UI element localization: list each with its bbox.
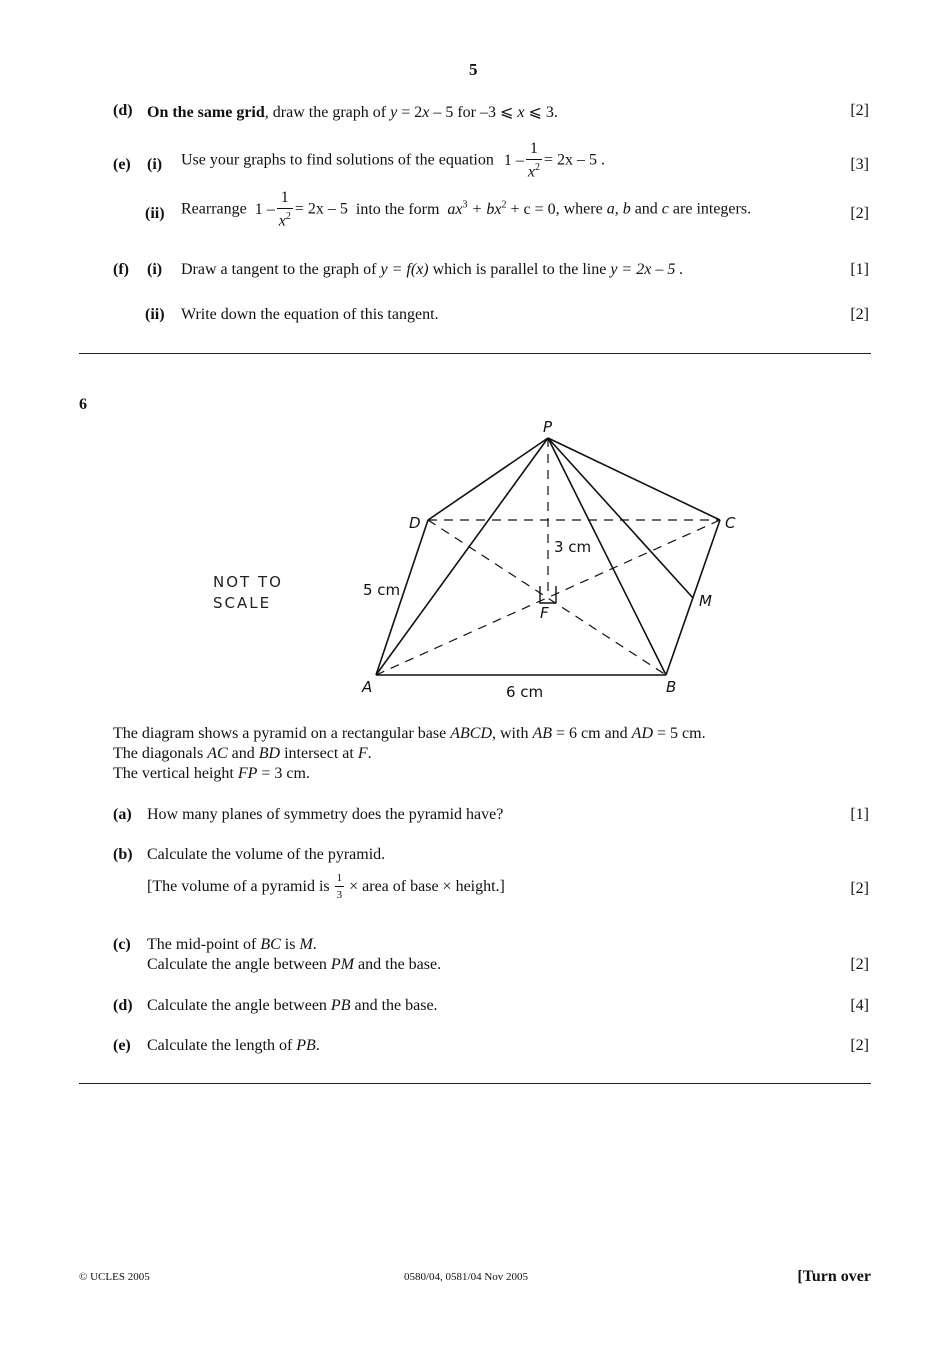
not-to-scale-2: SCALE [213, 594, 272, 612]
q5fii-marks: [2] [850, 306, 869, 323]
label-c: C [725, 514, 736, 532]
q6a-text: How many planes of symmetry does the pyramid have? [147, 806, 504, 823]
q6d-text: Calculate the angle between PB and the base. [147, 997, 438, 1014]
q6a-marks: [1] [850, 806, 869, 823]
dim-ab: 6 cm [506, 683, 544, 701]
one-third-fraction: $\frac{1}{3}$ [336, 872, 343, 901]
q6-intro-line3: The vertical height FP = 3 cm. [113, 765, 310, 782]
label-f: F [540, 604, 549, 622]
footer-copyright: © UCLES 2005 [79, 1271, 150, 1283]
q6d-marks: [4] [850, 997, 869, 1014]
q5ei-text: Use your graphs to find solutions of the equation 1 – $\frac{1}{x^2}$ = 2x – 5 . [181, 140, 605, 181]
q6b-label: (b) [113, 846, 133, 863]
q5d-label: (d) [113, 102, 133, 119]
q5ei-marks: [3] [850, 156, 869, 173]
q6-intro-line1: The diagram shows a pyramid on a rectangular base ABCD, with AB = 6 cm and AD = 5 cm. [113, 725, 706, 742]
q6e-text: Calculate the length of PB. [147, 1037, 320, 1054]
dim-height: 3 cm [554, 538, 592, 556]
q6c-marks: [2] [850, 956, 869, 973]
line-pm [548, 438, 693, 598]
label-p: P [543, 418, 553, 436]
dim-ad: 5 cm [363, 581, 401, 599]
q5f-label: (f) [113, 261, 129, 278]
q6d-label: (d) [113, 997, 133, 1014]
label-b: B [666, 678, 677, 696]
q5fi-label: (i) [147, 261, 163, 278]
q5fi-text: Draw a tangent to the graph of y = f(x) which is parallel to the line y = 2x – 5 . [181, 261, 684, 278]
q5eii-text: Rearrange 1 – $\frac{1}{x^2}$ = 2x – 5 into the form $ax^3 + bx^2 + c = 0$, where a, b and c are integers. [181, 189, 752, 230]
q5fi-marks: [1] [850, 261, 869, 278]
q5d-text: On the same grid, draw the graph of y = 2x – 5 for –3 ⩽ x ⩽ 3. [147, 104, 558, 121]
q5eii-fraction: $\frac{1}{x^2}$ [278, 189, 291, 230]
page-number: 5 [469, 60, 478, 79]
q6a-label: (a) [113, 806, 132, 823]
section-divider-bottom [79, 1083, 871, 1084]
footer-turn-over: [Turn over [797, 1268, 871, 1285]
edge-pc [548, 438, 720, 520]
diagonal-bd [428, 520, 666, 675]
q6-number: 6 [79, 396, 87, 413]
q6e-marks: [2] [850, 1037, 869, 1054]
edge-pb [548, 438, 666, 675]
q5d-marks: [2] [850, 102, 869, 119]
q5ei-fraction: $\frac{1}{x^2}$ [527, 140, 540, 181]
not-to-scale-1: NOT TO [213, 573, 283, 591]
edge-pa [376, 438, 548, 675]
q6-intro-line2: The diagonals AC and BD intersect at F. [113, 745, 372, 762]
q5fii-label: (ii) [145, 306, 165, 323]
q6b-hint: [The volume of a pyramid is $\frac{1}{3}$ × area of base × height.] [147, 872, 505, 901]
edge-pd [428, 438, 548, 520]
diagonal-ac [376, 520, 720, 675]
q5eii-marks: [2] [850, 205, 869, 222]
q6b-text: Calculate the volume of the pyramid. [147, 846, 386, 863]
q6e-label: (e) [113, 1037, 131, 1054]
q6c-text2: Calculate the angle between PM and the base. [147, 956, 442, 973]
q6b-marks: [2] [850, 880, 869, 897]
footer-code: 0580/04, 0581/04 Nov 2005 [404, 1271, 529, 1283]
label-a: A [362, 678, 373, 696]
q6c-label: (c) [113, 936, 131, 953]
label-d: D [409, 514, 421, 532]
q5eii-label: (ii) [145, 205, 165, 222]
q5e-label: (e) [113, 156, 131, 173]
q5ei-label: (i) [147, 156, 163, 173]
q5fii-text: Write down the equation of this tangent. [181, 306, 439, 323]
label-m: M [699, 592, 712, 610]
q6c-text1: The mid-point of BC is M. [147, 936, 317, 953]
